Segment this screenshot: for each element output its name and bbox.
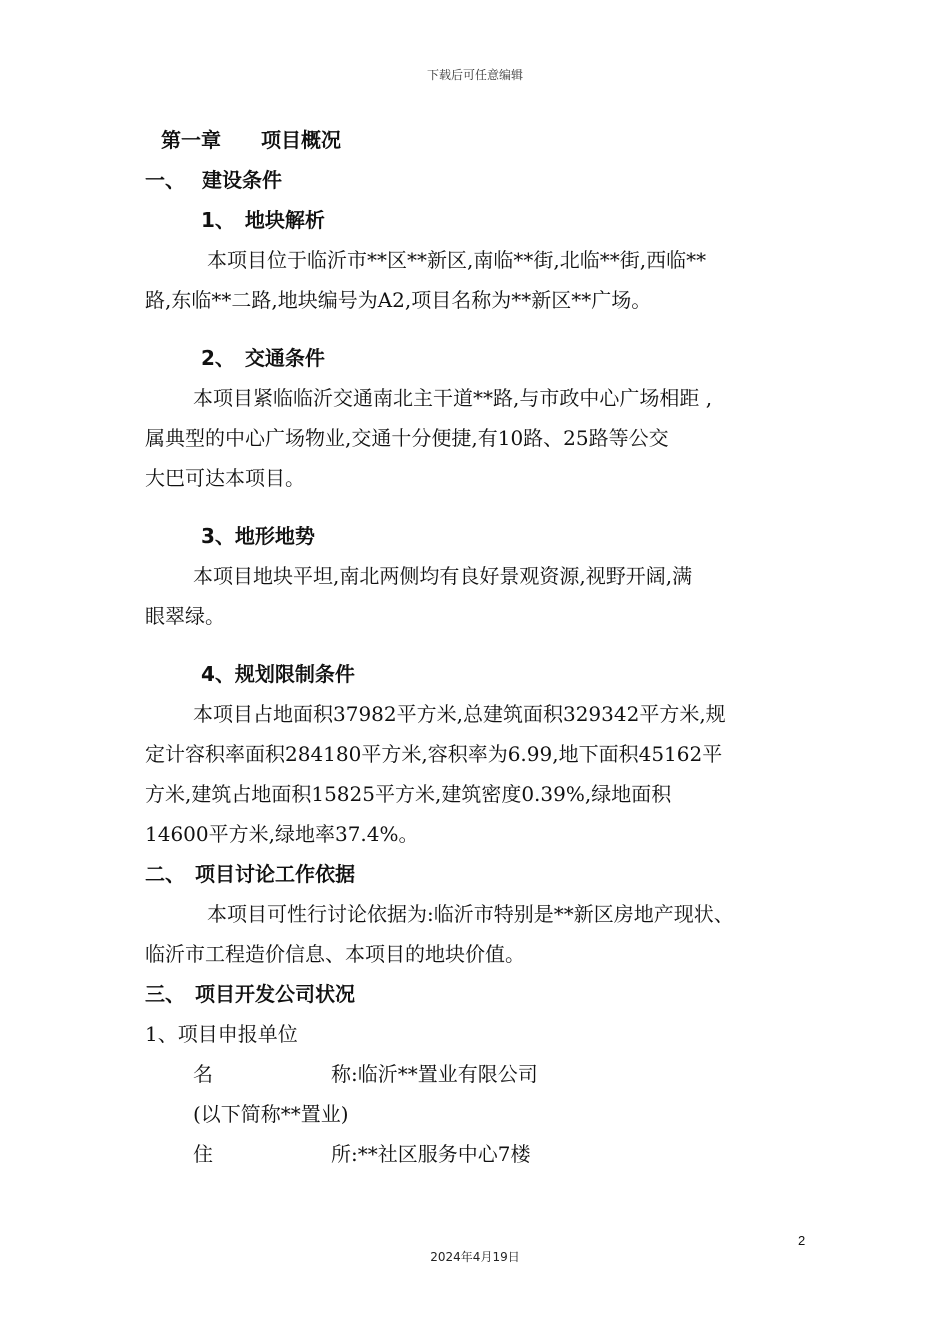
paragraph-line: 定计容积率面积284180平方米,容积率为6.99,地下面积45162平	[145, 742, 723, 766]
subsection-heading-4: 4、规划限制条件	[201, 662, 355, 686]
paragraph-line: 本项目地块平坦,南北两侧均有良好景观资源,视野开阔,满	[193, 564, 693, 588]
paragraph-line: 路,东临**二路,地块编号为A2,项目名称为**新区**广场。	[145, 288, 652, 312]
subsection-heading-2: 2、 交通条件	[201, 346, 325, 370]
paragraph-line: 眼翠绿。	[145, 604, 225, 628]
section-heading-3: 三、 项目开发公司状况	[145, 982, 355, 1006]
document-body	[145, 120, 825, 1174]
paragraph-line: 属典型的中心广场物业,交通十分便捷,有10路、25路等公交	[145, 426, 669, 450]
chapter-title: 第一章 项目概况	[161, 128, 341, 152]
section-heading-1: 一、 建设条件	[145, 168, 282, 192]
paragraph-line: 本项目紧临临沂交通南北主干道**路,与市政中心广场相距 ,	[193, 386, 713, 410]
paragraph-line: 本项目占地面积37982平方米,总建筑面积329342平方米,规	[193, 702, 726, 726]
paragraph-line: 方米,建筑占地面积15825平方米,建筑密度0.39%,绿地面积	[145, 782, 672, 806]
page-footer-date: 2024年4月19日	[430, 1250, 520, 1264]
paragraph-line: 临沂市工程造价信息、本项目的地块价值。	[145, 942, 525, 966]
subsection-heading-applicant: 1、项目申报单位	[145, 1022, 298, 1046]
address-value: 所:**社区服务中心7楼	[331, 1142, 531, 1166]
paragraph-line: 14600平方米,绿地率37.4%。	[145, 822, 419, 846]
subsection-heading-3: 3、地形地势	[201, 524, 315, 548]
name-value: 称:临沂**置业有限公司	[331, 1062, 538, 1086]
subsection-heading-1: 1、 地块解析	[201, 208, 325, 232]
page-header: 下载后可任意编辑	[426, 68, 523, 82]
address-label: 住	[193, 1142, 213, 1166]
paragraph-line: 本项目位于临沂市**区**新区,南临**街,北临**街,西临**	[207, 248, 707, 272]
paragraph-line: 本项目可性行讨论依据为:临沂市特别是**新区房地产现状、	[207, 902, 734, 926]
company-address-row	[145, 1134, 825, 1174]
company-abbreviation: (以下简称**置业)	[193, 1102, 349, 1126]
paragraph-line: 大巴可达本项目。	[145, 466, 305, 490]
company-name-row	[145, 1054, 825, 1094]
section-heading-2: 二、 项目讨论工作依据	[145, 862, 355, 886]
page-number: 2	[798, 1233, 806, 1248]
name-label: 名	[193, 1062, 213, 1086]
